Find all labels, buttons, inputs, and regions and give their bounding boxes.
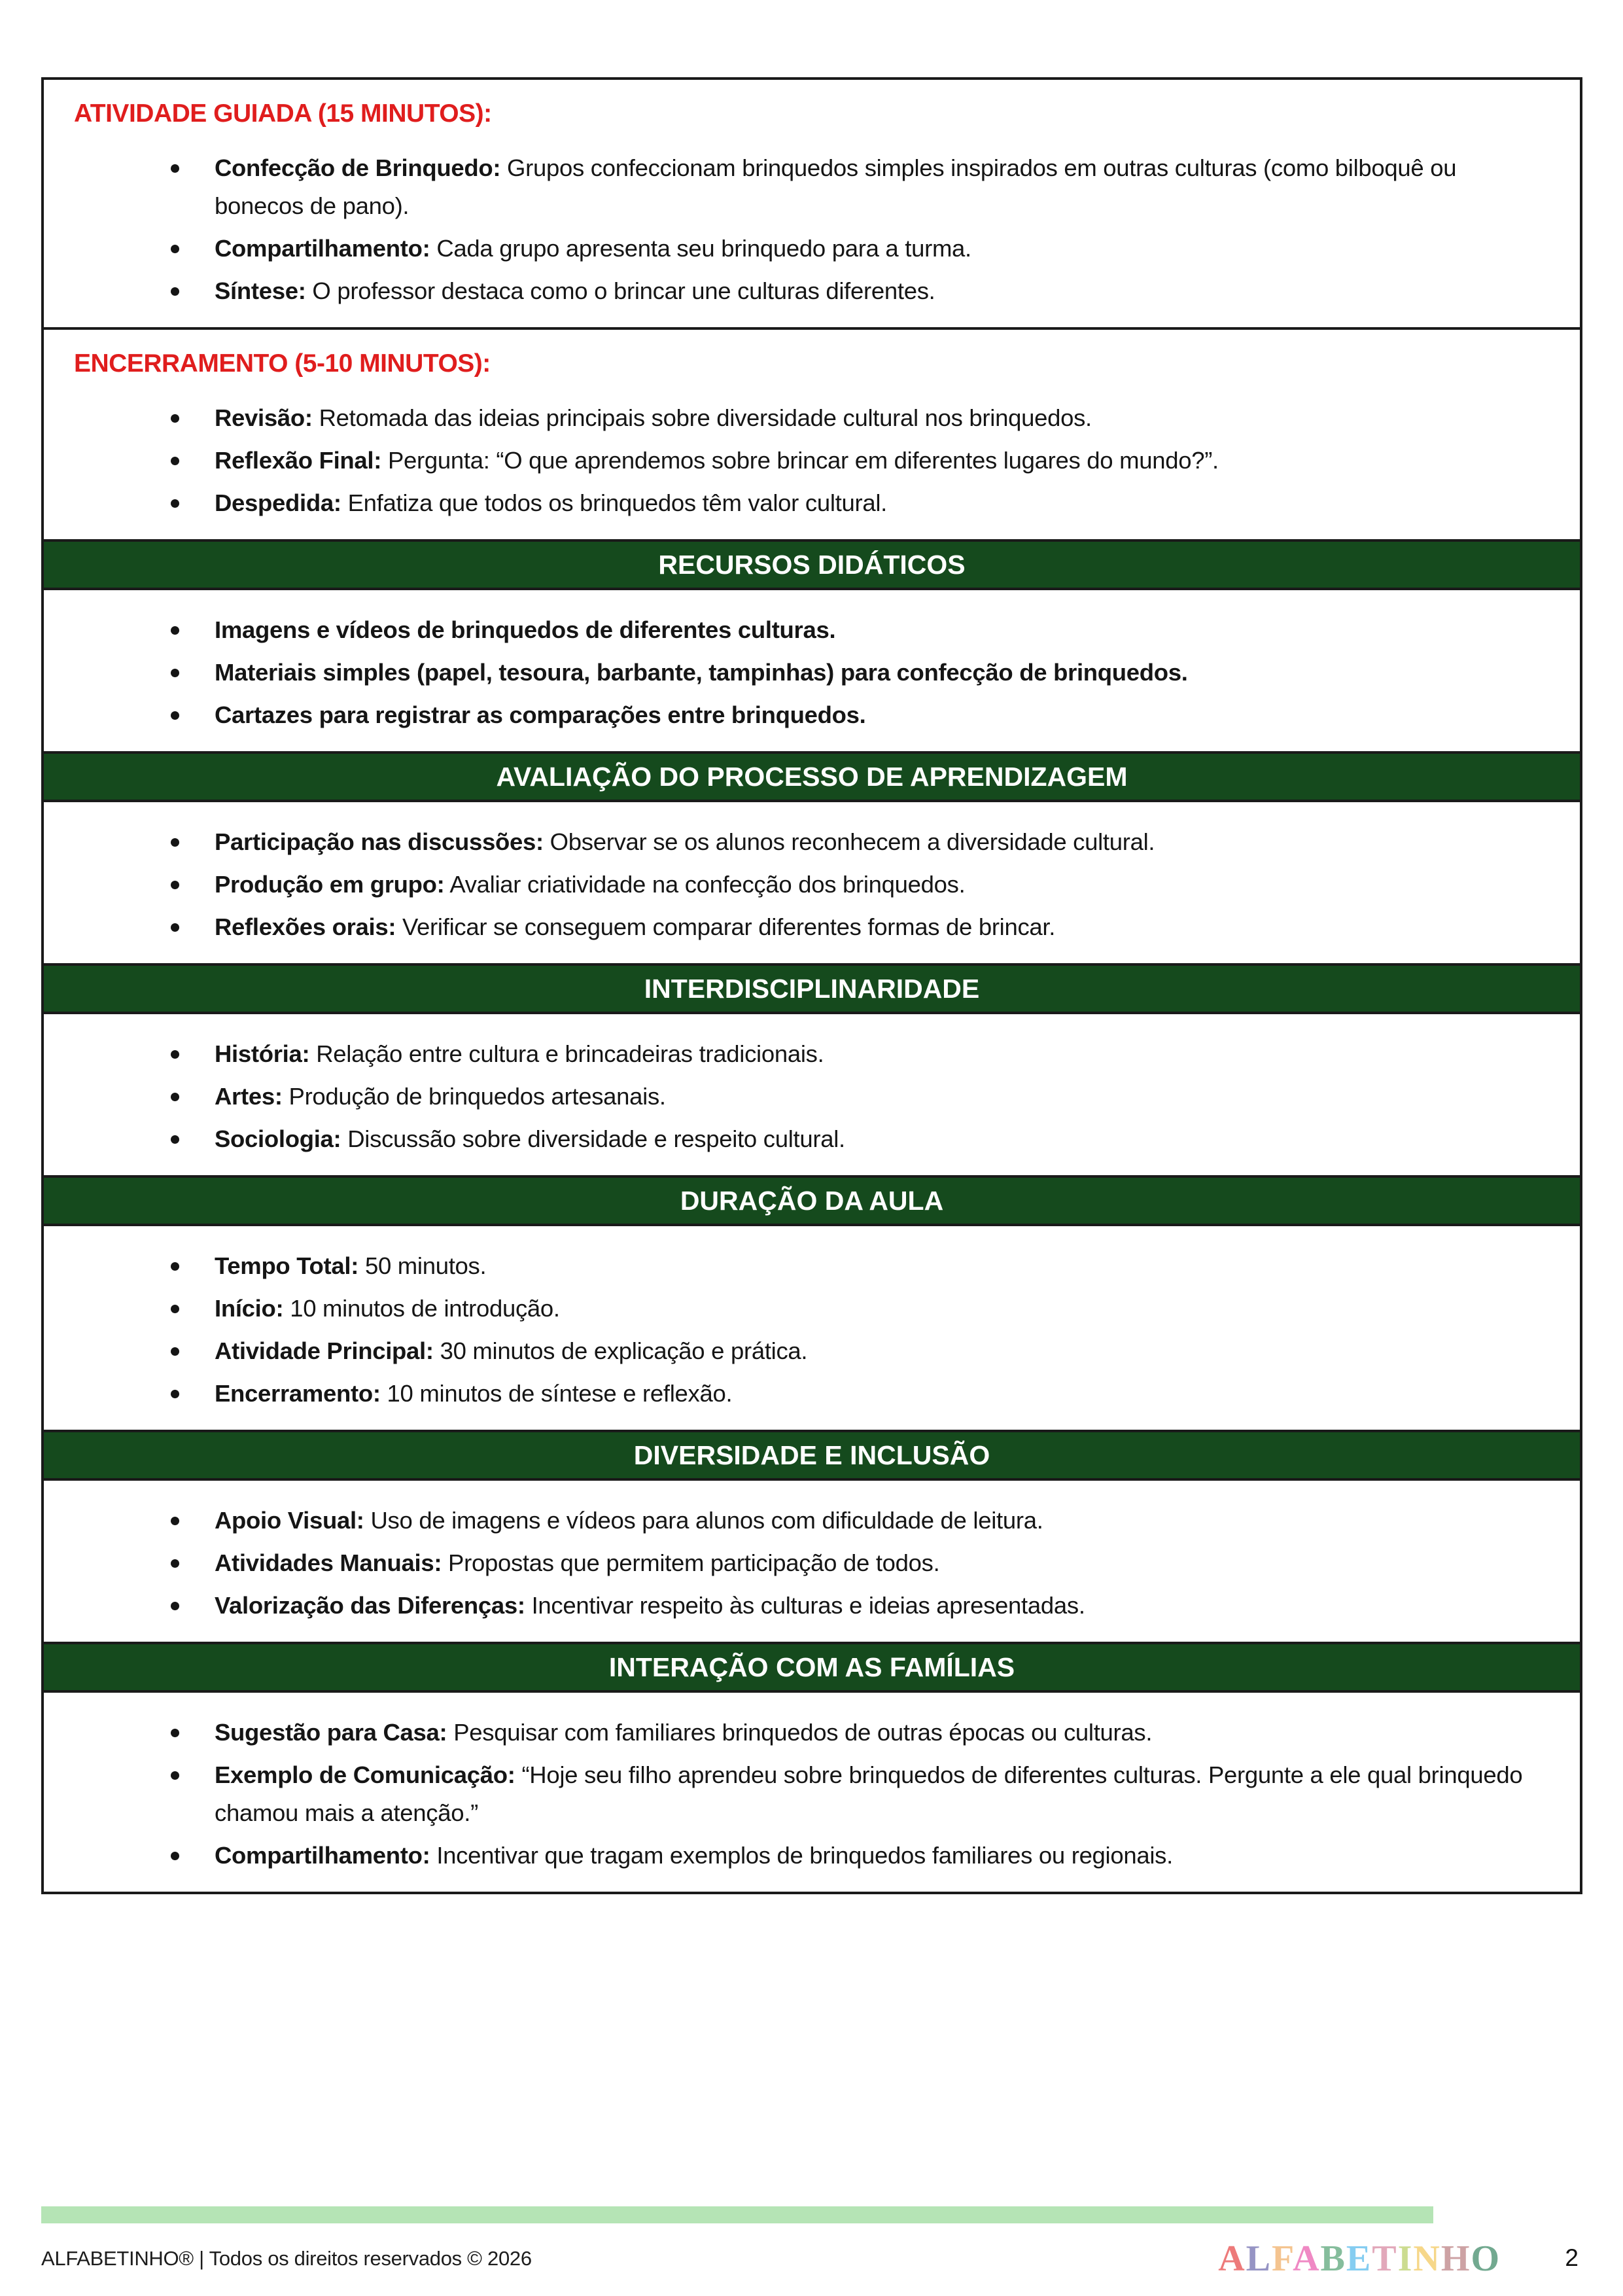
logo-letter: L <box>1246 2238 1272 2279</box>
bullet-label: Atividade Principal: <box>215 1337 434 1364</box>
bullet-text: Pergunta: “O que aprendemos sobre brincar em diferentes lugares do mundo?”. <box>381 447 1219 474</box>
bullet-list <box>74 1714 1550 1875</box>
bullet-label: Revisão: <box>215 404 313 431</box>
document-box <box>41 77 1582 1894</box>
bullet-list <box>74 399 1550 522</box>
bullet-text: Discussão sobre diversidade e respeito cultural. <box>341 1125 845 1152</box>
bullet-label: Confecção de Brinquedo: <box>215 154 501 181</box>
bullet-label: História: <box>215 1040 310 1067</box>
bullet-text: 30 minutos de explicação e prática. <box>433 1337 808 1364</box>
bullet-text: 10 minutos de introdução. <box>283 1295 560 1322</box>
section-heading-red: ATIVIDADE GUIADA (15 MINUTOS): <box>74 99 492 128</box>
section-banner: INTERDISCIPLINARIDADE <box>44 963 1580 1014</box>
bullet-text: Uso de imagens e vídeos para alunos com dificuldade de leitura. <box>364 1507 1043 1534</box>
bullet-text: Propostas que permitem participação de todos. <box>442 1549 940 1576</box>
bullet-label: Valorização das Diferenças: <box>215 1592 525 1619</box>
bullet-label: Reflexões orais: <box>215 913 396 940</box>
logo-letter: T <box>1372 2238 1398 2279</box>
footer-divider-bar <box>41 2206 1433 2223</box>
bullet-label: Materiais simples (papel, tesoura, barbante, tampinhas) para confecção de brinquedos. <box>215 659 1188 686</box>
bullet-text: Verificar se conseguem comparar diferentes formas de brincar. <box>396 913 1056 940</box>
footer-copyright: ALFABETINHO® | Todos os direitos reservados © 2026 <box>41 2247 532 2270</box>
logo-letter: A <box>1218 2238 1246 2279</box>
section-body <box>44 1014 1580 1175</box>
section-heading-red: ENCERRAMENTO (5-10 MINUTOS): <box>74 349 491 378</box>
bullet-item <box>74 272 1550 310</box>
bullet-label: Artes: <box>215 1083 283 1110</box>
bullet-text: Relação entre cultura e brincadeiras tradicionais. <box>309 1040 824 1067</box>
bullet-item <box>74 908 1550 946</box>
bullet-text: Incentivar respeito às culturas e ideias apresentadas. <box>525 1592 1085 1619</box>
bullet-item <box>74 1247 1550 1285</box>
bullet-label: Exemplo de Comunicação: <box>215 1761 515 1788</box>
bullet-label: Imagens e vídeos de brinquedos de diferentes culturas. <box>215 616 836 643</box>
bullet-text: Cada grupo apresenta seu brinquedo para a turma. <box>430 235 971 262</box>
bullet-label: Despedida: <box>215 489 341 516</box>
bullet-text: Pesquisar com familiares brinquedos de outras épocas ou culturas. <box>447 1719 1153 1746</box>
bullet-text: 10 minutos de síntese e reflexão. <box>380 1380 733 1407</box>
bullet-list <box>74 1502 1550 1625</box>
bullet-text: “Hoje seu filho aprendeu sobre brinquedos de diferentes culturas. Pergunte a ele qual brinquedo chamou mais a atenção.” <box>215 1761 1523 1826</box>
bullet-label: Reflexão Final: <box>215 447 382 474</box>
section-body <box>44 590 1580 751</box>
bullet-item <box>74 823 1550 861</box>
bullet-item <box>74 1714 1550 1752</box>
logo-letter: B <box>1320 2238 1346 2279</box>
bullet-item <box>74 866 1550 904</box>
section-body <box>44 802 1580 963</box>
bullet-item <box>74 1837 1550 1875</box>
bullet-item <box>74 1587 1550 1625</box>
bullet-list <box>74 1035 1550 1158</box>
bullet-text: Produção de brinquedos artesanais. <box>282 1083 666 1110</box>
bullet-label: Participação nas discussões: <box>215 828 544 855</box>
bullet-label: Atividades Manuais: <box>215 1549 442 1576</box>
section-body <box>44 1481 1580 1642</box>
logo-letter: A <box>1293 2238 1321 2279</box>
bullet-item <box>74 1290 1550 1328</box>
section-plain <box>44 80 1580 327</box>
section-banner: AVALIAÇÃO DO PROCESSO DE APRENDIZAGEM <box>44 751 1580 802</box>
bullet-item <box>74 611 1550 649</box>
bullet-list <box>74 1247 1550 1413</box>
bullet-text: Incentivar que tragam exemplos de brinquedos familiares ou regionais. <box>430 1842 1173 1869</box>
bullet-text: 50 minutos. <box>358 1252 487 1279</box>
logo-letter: F <box>1272 2238 1293 2279</box>
bullet-item <box>74 1078 1550 1116</box>
logo-letter: I <box>1397 2238 1414 2279</box>
bullet-list <box>74 149 1550 310</box>
bullet-label: Tempo Total: <box>215 1252 359 1279</box>
bullet-text: Retomada das ideias principais sobre diversidade cultural nos brinquedos. <box>312 404 1092 431</box>
bullet-list <box>74 611 1550 734</box>
bullet-item <box>74 484 1550 522</box>
bullet-item <box>74 1544 1550 1582</box>
bullet-item <box>74 399 1550 437</box>
bullet-label: Início: <box>215 1295 284 1322</box>
bullet-label: Sociologia: <box>215 1125 341 1152</box>
bullet-item <box>74 696 1550 734</box>
section-banner: DIVERSIDADE E INCLUSÃO <box>44 1430 1580 1481</box>
bullet-label: Cartazes para registrar as comparações entre brinquedos. <box>215 701 866 728</box>
bullet-item <box>74 1120 1550 1158</box>
bullet-item <box>74 1332 1550 1370</box>
bullet-item <box>74 442 1550 480</box>
bullet-label: Apoio Visual: <box>215 1507 364 1534</box>
bullet-item <box>74 1035 1550 1073</box>
section-body <box>44 1693 1580 1892</box>
bullet-item <box>74 230 1550 268</box>
brand-logo <box>1218 2238 1501 2280</box>
bullet-item <box>74 1502 1550 1540</box>
bullet-label: Compartilhamento: <box>215 1842 430 1869</box>
bullet-item <box>74 149 1550 225</box>
bullet-label: Síntese: <box>215 277 306 304</box>
logo-letter: E <box>1346 2238 1372 2279</box>
section-plain <box>44 327 1580 539</box>
section-banner: DURAÇÃO DA AULA <box>44 1175 1580 1226</box>
logo-letter: H <box>1440 2238 1471 2279</box>
bullet-text: Grupos confeccionam brinquedos simples inspirados em outras culturas (como bilboquê ou bonecos de pano). <box>215 154 1457 219</box>
bullet-label: Encerramento: <box>215 1380 381 1407</box>
bullet-item <box>74 1756 1550 1832</box>
bullet-text: O professor destaca como o brincar une culturas diferentes. <box>305 277 935 304</box>
bullet-list <box>74 823 1550 946</box>
bullet-label: Compartilhamento: <box>215 235 430 262</box>
bullet-text: Avaliar criatividade na confecção dos brinquedos. <box>444 871 966 898</box>
section-banner: RECURSOS DIDÁTICOS <box>44 539 1580 590</box>
bullet-item <box>74 1375 1550 1413</box>
bullet-label: Sugestão para Casa: <box>215 1719 447 1746</box>
section-banner: INTERAÇÃO COM AS FAMÍLIAS <box>44 1642 1580 1693</box>
page-number: 2 <box>1565 2244 1579 2271</box>
bullet-text: Enfatiza que todos os brinquedos têm valor cultural. <box>341 489 887 516</box>
bullet-item <box>74 654 1550 692</box>
logo-letter: O <box>1471 2238 1501 2279</box>
bullet-text: Observar se os alunos reconhecem a diversidade cultural. <box>543 828 1155 855</box>
bullet-label: Produção em grupo: <box>215 871 445 898</box>
section-body <box>44 1226 1580 1430</box>
logo-letter: N <box>1413 2238 1441 2279</box>
